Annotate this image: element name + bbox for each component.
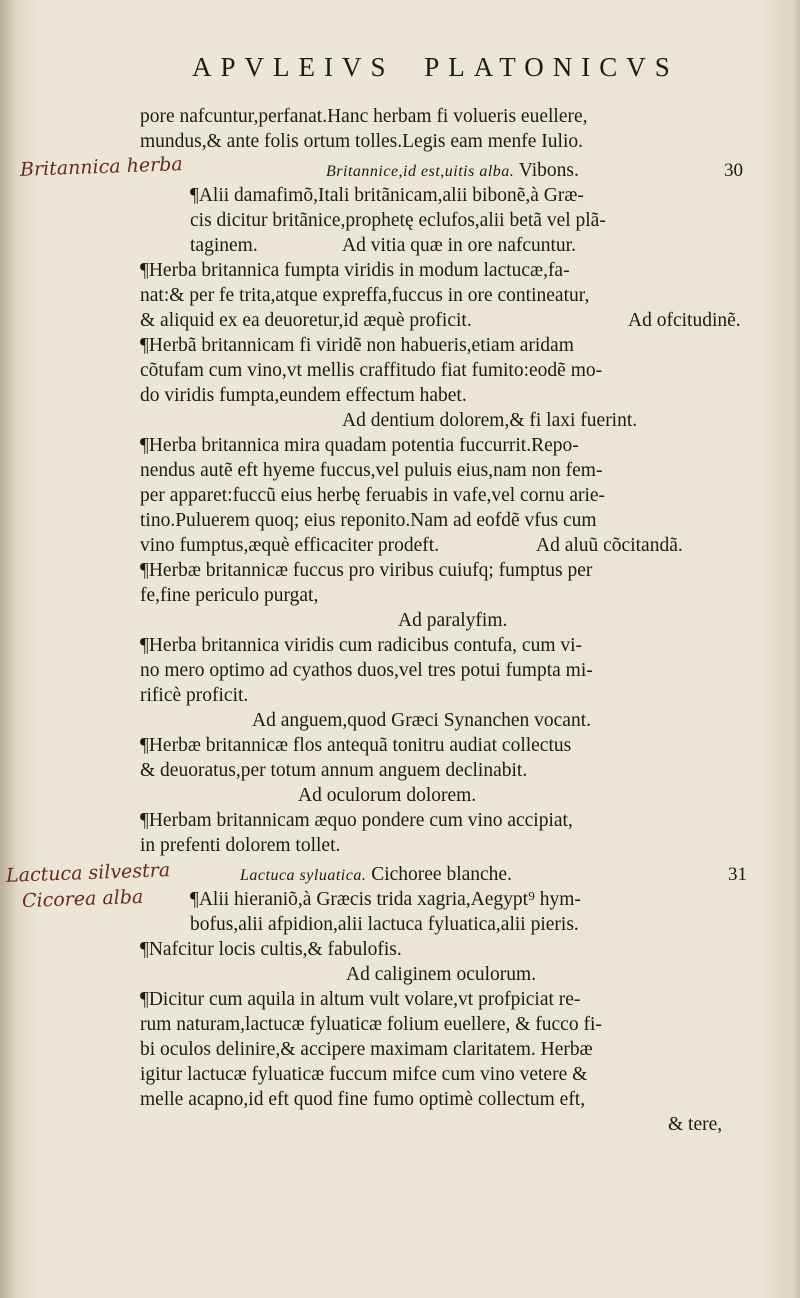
text-line: tino.Puluerem quoq; eius reponito.Nam ad eofdẽ vfus cum bbox=[140, 510, 597, 531]
text-line: rum naturam,lactucæ fyluaticæ folium euellere, & fucco fi- bbox=[140, 1014, 602, 1035]
entry-title bbox=[326, 160, 579, 182]
text-line: bofus,alii afpidion,alii lactuca fyluatica,alii pieris. bbox=[190, 914, 579, 935]
text-line: per apparet:fuccũ eius herbę feruabis in vafe,vel cornu arie- bbox=[140, 485, 606, 506]
entry-title bbox=[240, 864, 512, 886]
entry-number: 31 bbox=[728, 864, 747, 885]
text-line: ¶Herba britannica mira quadam potentia fuccurrit.Repo- bbox=[140, 435, 579, 456]
text-line: igitur lactucæ fyluaticæ fuccum mifce cum vino vetere & bbox=[140, 1064, 588, 1085]
entry-vernacular: Cichoree blanche. bbox=[371, 864, 512, 885]
text-line: ¶Herbæ britannicæ flos antequã tonitru audiat collectus bbox=[140, 735, 572, 756]
text-line: nat:& per fe trita,atque expreffa,fuccus in ore contineatur, bbox=[140, 285, 590, 306]
text-line: fe,fine periculo purgat, bbox=[140, 585, 319, 606]
text-line: taginem. bbox=[190, 235, 258, 256]
section-heading: Ad oculorum dolorem. bbox=[298, 785, 477, 806]
text-line: melle acapno,id eft quod fine fumo optimè collectum eft, bbox=[140, 1089, 586, 1110]
text-line: rificè proficit. bbox=[140, 685, 249, 706]
running-head: APVLEIVS PLATONICVS bbox=[192, 52, 679, 82]
text-line: ¶Dicitur cum aquila in altum vult volare,vt profpiciat re- bbox=[140, 989, 581, 1010]
text-line: & aliquid ex ea deuoretur,id æquè proficit. bbox=[140, 310, 472, 331]
entry-title-latin: Lactuca syluatica. bbox=[240, 867, 367, 884]
text-line: ¶Herba britannica fumpta viridis in modum lactucæ,fa- bbox=[140, 260, 570, 281]
text-line: ¶Alii hieraniõ,à Græcis trida xagria,Aegypt⁹ hym- bbox=[190, 889, 581, 910]
text-line: bi oculos delinire,& accipere maximam claritatem. Herbæ bbox=[140, 1039, 593, 1060]
entry-number: 30 bbox=[724, 160, 743, 181]
section-heading: Ad paralyfim. bbox=[398, 610, 508, 631]
text-line: in prefenti dolorem tollet. bbox=[140, 835, 341, 856]
text-line: cis dicitur britãnice,prophetę eclufos,alii betã vel plã- bbox=[190, 210, 606, 231]
text-line: ¶Nafcitur locis cultis,& fabulofis. bbox=[140, 939, 402, 960]
section-heading: Ad dentium dolorem,& fi laxi fuerint. bbox=[342, 410, 638, 431]
text-line: cõtufam cum vino,vt mellis craffitudo fiat fumito:eodẽ mo- bbox=[140, 360, 603, 381]
text-line: & deuoratus,per totum annum anguem declinabit. bbox=[140, 760, 528, 781]
section-heading: Ad aluũ cõcitandã. bbox=[536, 535, 683, 556]
text-line: pore nafcuntur,perfanat.Hanc herbam fi volueris euellere, bbox=[140, 106, 588, 127]
text-line: ¶Herbæ britannicæ fuccus pro viribus cuiufq; fumptus per bbox=[140, 560, 593, 581]
text-line: ¶Alii damafimõ,Itali britãnicam,alii bibonẽ,à Græ- bbox=[190, 185, 584, 206]
entry-title-latin: Britannice,id est,uitis alba. bbox=[326, 163, 515, 180]
section-heading: Ad ofcitudinẽ. bbox=[628, 310, 741, 331]
page-gutter bbox=[0, 0, 16, 1298]
section-heading: Ad vitia quæ in ore nafcuntur. bbox=[342, 235, 576, 256]
marginal-note: Lactuca silvestra bbox=[5, 859, 171, 887]
text-line: nendus autẽ eft hyeme fuccus,vel puluis eius,nam non fem- bbox=[140, 460, 603, 481]
marginal-note: Britannica herba bbox=[19, 153, 184, 181]
text-line: no mero optimo ad cyathos duos,vel tres potui fumpta mi- bbox=[140, 660, 593, 681]
text-line: vino fumptus,æquè efficaciter prodeft. bbox=[140, 535, 440, 556]
text-line: mundus,& ante folis ortum tolles.Legis eam menfe Iulio. bbox=[140, 131, 583, 152]
marginal-note: Cicorea alba bbox=[21, 885, 144, 913]
text-line: do viridis fumpta,eundem effectum habet. bbox=[140, 385, 467, 406]
catchword: & tere, bbox=[668, 1114, 723, 1135]
section-heading: Ad anguem,quod Græci Synanchen vocant. bbox=[252, 710, 592, 731]
text-line: ¶Herbã britannicam fi viridẽ non habueris,etiam aridam bbox=[140, 335, 574, 356]
text-line: ¶Herbam britannicam æquo pondere cum vino accipiat, bbox=[140, 810, 573, 831]
page-edge bbox=[790, 0, 800, 1298]
entry-vernacular: Vibons. bbox=[518, 160, 579, 181]
text-line: ¶Herba britannica viridis cum radicibus contufa, cum vi- bbox=[140, 635, 583, 656]
section-heading: Ad caliginem oculorum. bbox=[346, 964, 537, 985]
